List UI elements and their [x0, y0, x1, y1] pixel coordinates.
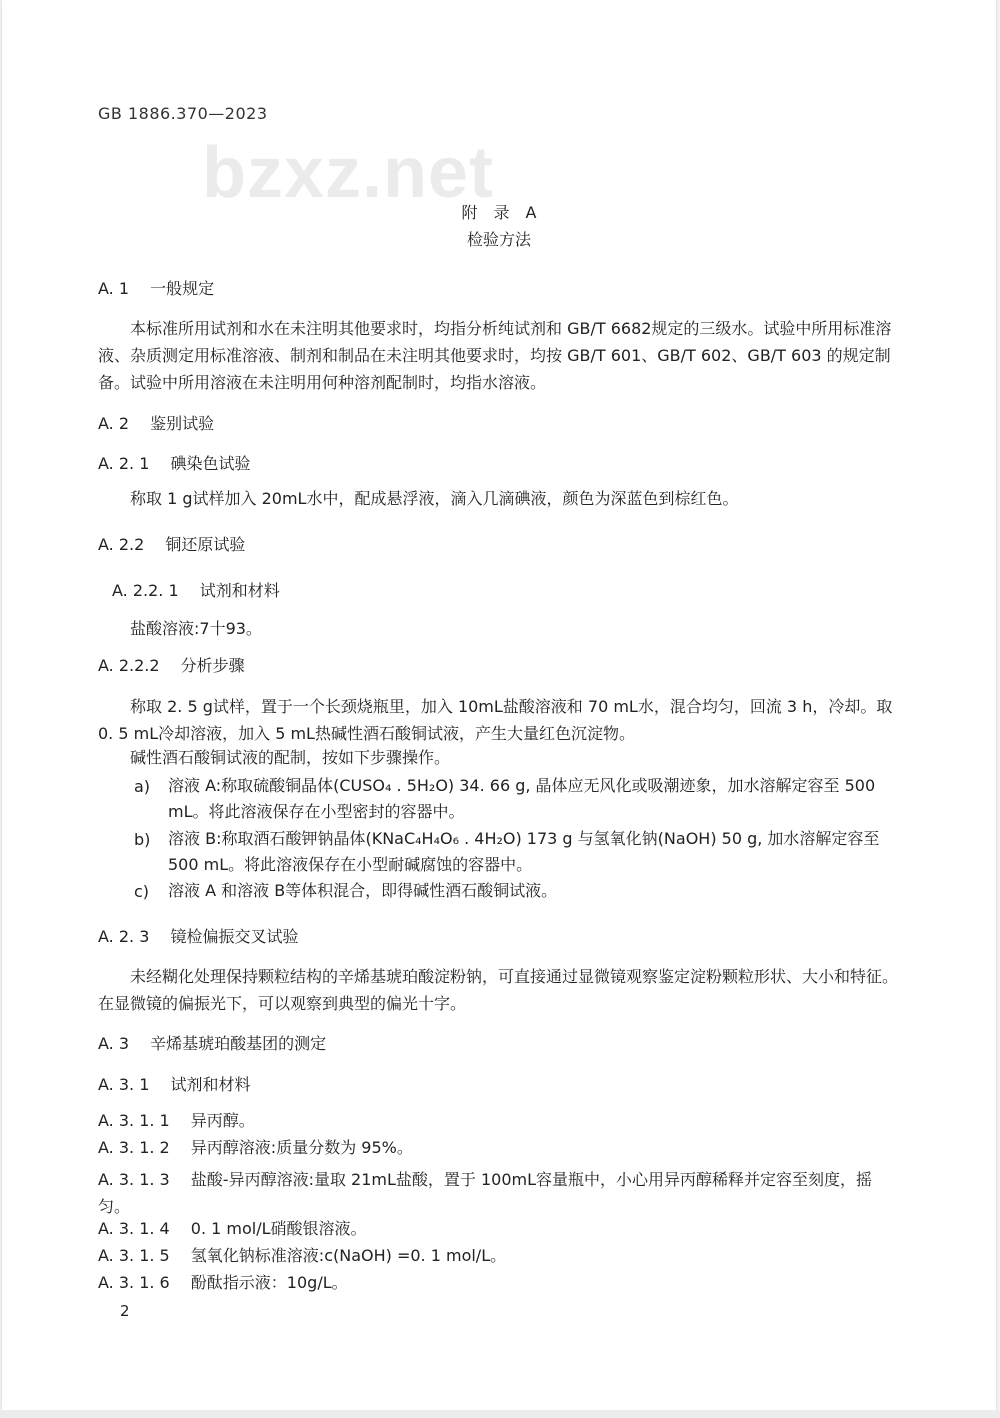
- watermark: bzxz.net: [202, 133, 495, 213]
- section-a21-paragraph: 称取 1 g试样加入 20mL水中，配成悬浮液，滴入几滴碘液，颜色为深蓝色到棕红色。: [130, 489, 739, 508]
- list-item-label: c): [134, 882, 150, 901]
- clause-a315: A. 3. 1. 5 氢氧化钠标准溶液:c(NaOH) =0. 1 mol/L。: [98, 1246, 507, 1265]
- clause-a316: A. 3. 1. 6 酚酞指示液：10g/L。: [98, 1273, 348, 1292]
- clause-a313: A. 3. 1. 3 盐酸-异丙醇溶液:量取 21mL盐酸，置于 100mL容量瓶中，小心用异丙醇稀释并定容至刻度，摇匀。: [98, 1170, 873, 1216]
- clause-a311: A. 3. 1. 1 异丙醇。: [98, 1111, 255, 1130]
- list-item-text: 溶液 B:称取酒石酸钾钠晶体(KNaC₄H₄O₆ . 4H₂O) 173 g 与氢氧化钠(NaOH) 50 g, 加水溶解定容至 500 mL。将此溶液保存在小型耐碱腐蚀的容器中。: [168, 829, 880, 874]
- section-a221-heading: A. 2.2. 1 试剂和材料: [112, 581, 280, 600]
- appendix-subtitle: 检验方法: [466, 230, 531, 249]
- section-a222-paragraph: 称取 2. 5 g试样，置于一个长颈烧瓶里，加入 10mL盐酸溶液和 70 mL水，混合均匀，回流 3 h，冷却。取 0. 5 mL冷却溶液，加入 5 mL热碱性酒石酸铜试液，产生大量红色沉淀物。: [98, 697, 893, 743]
- section-a21-heading: A. 2. 1 碘染色试验: [98, 454, 251, 473]
- section-a3-heading: A. 3 辛烯基琥珀酸基团的测定: [98, 1034, 327, 1053]
- list-item-text: 溶液 A:称取硫酸铜晶体(CUSO₄ . 5H₂O) 34. 66 g, 晶体应无风化或吸潮迹象，加水溶解定容至 500 mL。将此溶液保存在小型密封的容器中。: [168, 776, 876, 821]
- section-a222-paragraph-2: 碱性酒石酸铜试液的配制，按如下步骤操作。: [130, 748, 451, 767]
- section-a22-heading: A. 2.2 铜还原试验: [98, 535, 246, 554]
- page-number: 2: [120, 1302, 130, 1320]
- list-item-label: b): [134, 830, 151, 849]
- section-a1-heading: A. 1 一般规定: [98, 279, 215, 298]
- section-a1-paragraph: 本标准所用试剂和水在未注明其他要求时，均指分析纯试剂和 GB/T 6682规定的三级水。试验中所用标准溶液、杂质测定用标准溶液、制剂和制品在未注明其他要求时，均按 GB/T 601、GB/T 602、GB/T 603 的规定制备。试验中所用溶液在未注明用何种溶剂配制时，均指水溶液。: [98, 319, 892, 392]
- clause-a314: A. 3. 1. 4 0. 1 mol/L硝酸银溶液。: [98, 1219, 367, 1238]
- list-item-label: a): [134, 777, 151, 796]
- section-a23-paragraph: 未经糊化处理保持颗粒结构的辛烯基琥珀酸淀粉钠，可直接通过显微镜观察鉴定淀粉颗粒形状、大小和特征。在显微镜的偏振光下，可以观察到典型的偏光十字。: [98, 967, 899, 1013]
- section-a31-heading: A. 3. 1 试剂和材料: [98, 1075, 251, 1094]
- document-page: [2, 0, 996, 1410]
- appendix-title: 附 录 A: [461, 203, 537, 222]
- standard-number-header: GB 1886.370—2023: [98, 104, 268, 123]
- page-bottom-edge: [0, 1410, 1000, 1418]
- section-a23-heading: A. 2. 3 镜检偏振交叉试验: [98, 927, 299, 946]
- clause-a312: A. 3. 1. 2 异丙醇溶液:质量分数为 95%。: [98, 1138, 413, 1157]
- section-a2-heading: A. 2 鉴别试验: [98, 414, 215, 433]
- section-a222-heading: A. 2.2.2 分析步骤: [98, 656, 245, 675]
- list-item-text: 溶液 A 和溶液 B等体积混合，即得碱性酒石酸铜试液。: [168, 881, 558, 900]
- section-a221-paragraph: 盐酸溶液:7十93。: [130, 619, 262, 638]
